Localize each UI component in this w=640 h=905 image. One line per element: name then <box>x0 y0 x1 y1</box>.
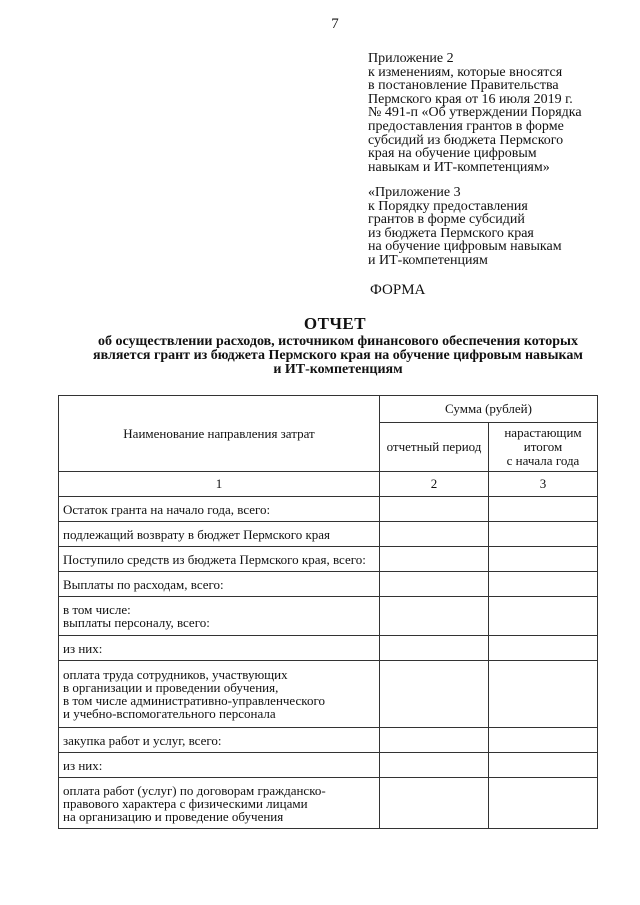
appendix-2-line: из бюджета Пермского края <box>368 225 534 241</box>
row-label: Поступило средств из бюджета Пермского края, всего: <box>59 547 380 572</box>
table-header-row <box>59 396 598 423</box>
cell-cumulative <box>489 636 598 661</box>
table-row <box>59 778 598 829</box>
row-label-line: оплата труда сотрудников, участвующих <box>63 667 288 682</box>
row-label: подлежащий возврату в бюджет Пермского края <box>59 522 380 547</box>
header-cumulative <box>489 423 598 472</box>
row-label-line: правового характера с физическими лицами <box>63 795 308 811</box>
column-number: 2 <box>380 472 489 497</box>
table-row <box>59 572 598 597</box>
table-row <box>59 522 598 547</box>
header-period: отчетный период <box>380 423 489 472</box>
appendix-2-line: и ИТ-компетенциям <box>368 252 488 268</box>
header-category: Наименование направления затрат <box>59 396 380 472</box>
row-label: закупка работ и услуг, всего: <box>59 728 380 753</box>
appendix-2-line: к Порядку предоставления <box>368 198 528 214</box>
cell-period <box>380 753 489 778</box>
row-label: из них: <box>59 753 380 778</box>
cell-cumulative <box>489 572 598 597</box>
appendix-1-line: к изменениям, которые вносятся <box>368 64 563 80</box>
cell-period <box>380 597 489 636</box>
cell-period <box>380 572 489 597</box>
column-number: 1 <box>59 472 380 497</box>
cell-period <box>380 728 489 753</box>
appendix-1-line: Приложение 2 <box>368 51 454 66</box>
cell-cumulative <box>489 497 598 522</box>
table-row <box>59 636 598 661</box>
cell-cumulative <box>489 547 598 572</box>
header-sum: Сумма (рублей) <box>380 396 598 423</box>
cell-period <box>380 661 489 728</box>
appendix-2-block <box>368 186 628 268</box>
table-row <box>59 753 598 778</box>
row-label: Остаток гранта на начало года, всего: <box>59 497 380 522</box>
table-row <box>59 597 598 636</box>
appendix-2-line: на обучение цифровым навыкам <box>368 239 562 255</box>
report-subtitle-line: об осуществлении расходов, источником финансового обеспечения которых <box>98 334 578 349</box>
table-row <box>59 497 598 522</box>
table-row <box>59 661 598 728</box>
cell-cumulative <box>489 661 598 728</box>
header-cumulative-line: итогом <box>523 439 563 454</box>
appendix-1-line: субсидий из бюджета Пермского <box>368 132 564 148</box>
row-label <box>59 597 380 636</box>
report-title: ОТЧЕТ <box>303 314 367 333</box>
header-cumulative-line: нарастающим <box>504 425 582 440</box>
form-label: ФОРМА <box>370 282 426 298</box>
appendix-1-line: предоставления грантов в форме <box>368 118 564 134</box>
appendix-2-line: грантов в форме субсидий <box>368 212 525 228</box>
row-label: Выплаты по расходам, всего: <box>59 572 380 597</box>
row-label-line: оплата работ (услуг) по договорам гражданско- <box>63 782 326 798</box>
report-subtitle-line: и ИТ-компетенциям <box>273 362 403 377</box>
row-label-line: выплаты персоналу, всего: <box>63 615 210 630</box>
row-label-line: в организации и проведении обучения, <box>63 680 279 695</box>
cell-cumulative <box>489 753 598 778</box>
cell-cumulative <box>489 597 598 636</box>
header-cumulative-line: с начала года <box>506 453 580 468</box>
row-label <box>59 778 380 829</box>
table-row <box>59 728 598 753</box>
appendix-1-line: Пермского края от 16 июля 2019 г. <box>368 91 573 107</box>
page-number: 7 <box>331 16 339 32</box>
appendix-1-block <box>368 52 628 174</box>
table-row <box>59 547 598 572</box>
cell-cumulative <box>489 522 598 547</box>
report-table <box>58 395 598 829</box>
cell-period <box>380 522 489 547</box>
row-label-line: в том числе административно-управленческого <box>63 693 325 708</box>
cell-period <box>380 636 489 661</box>
cell-period <box>380 547 489 572</box>
cell-cumulative <box>489 778 598 829</box>
appendix-1-line: края на обучение цифровым <box>368 146 537 162</box>
appendix-2-line: «Приложение 3 <box>368 185 461 200</box>
cell-period <box>380 778 489 829</box>
appendix-1-line: № 491-п «Об утверждении Порядка <box>368 105 582 121</box>
cell-period <box>380 497 489 522</box>
appendix-1-line: навыкам и ИТ-компетенциям» <box>368 159 550 175</box>
row-label-line: в том числе: <box>63 602 131 617</box>
column-number-row <box>59 472 598 497</box>
row-label-line: на организацию и проведение обучения <box>63 808 284 824</box>
appendix-1-line: в постановление Правительства <box>368 78 559 94</box>
row-label: из них: <box>59 636 380 661</box>
column-number: 3 <box>489 472 598 497</box>
report-subtitle <box>58 335 618 377</box>
report-subtitle-line: является грант из бюджета Пермского края на обучение цифровым навыкам <box>93 348 583 363</box>
row-label <box>59 661 380 728</box>
cell-cumulative <box>489 728 598 753</box>
row-label-line: и учебно-вспомогательного персонала <box>63 706 276 721</box>
